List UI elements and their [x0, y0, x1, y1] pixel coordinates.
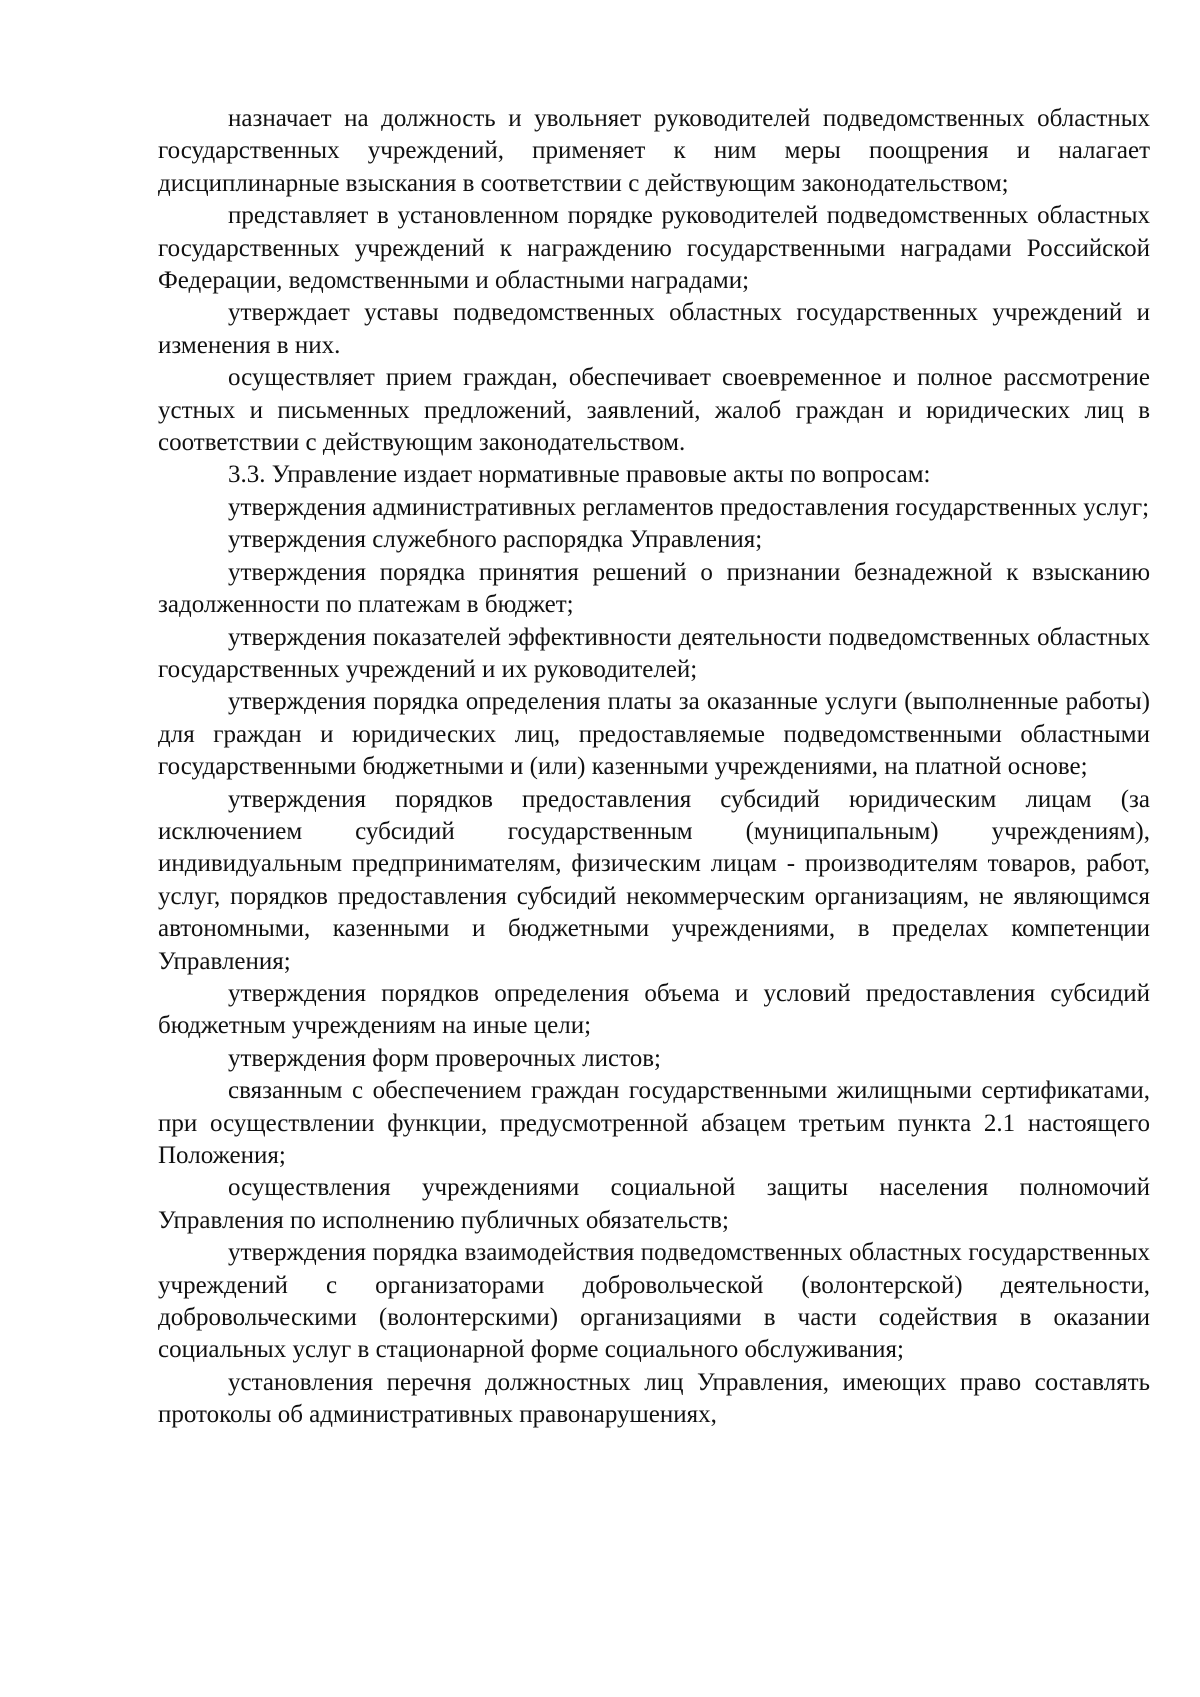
paragraph: установления перечня должностных лиц Управления, имеющих право составлять протоколы об административных правонарушениях, — [158, 1368, 1150, 1429]
paragraph: утверждения административных регламентов предоставления государственных услуг; — [228, 493, 1150, 521]
paragraph: связанным с обеспечением граждан государственными жилищными сертификатами, при осуществлении функции, предусмотренной абзацем третьим пункта 2.1 настоящего Положения; — [158, 1077, 1150, 1169]
paragraph: утверждения показателей эффективности деятельности подведомственных областных государственных учреждений и их руководителей; — [158, 623, 1150, 683]
paragraph: утверждения порядка взаимодействия подведомственных областных государственных учреждений с организаторами добровольческой (волонтерской) деятельности, добровольческими (волонтерскими) организациями в части содействия в оказании социальных услуг в стационарной форме социального обслуживания; — [158, 1239, 1150, 1364]
paragraph: утверждения порядков определения объема и условий предоставления субсидий бюджетным учреждениям на иные цели; — [158, 979, 1150, 1040]
section-heading-3-3: 3.3. Управление издает нормативные правовые акты по вопросам: — [228, 461, 931, 489]
paragraph: представляет в установленном порядке руководителей подведомственных областных государственных учреждений к награждению государственными наградами Российской Федерации, ведомственными и областными наградами; — [158, 202, 1150, 295]
paragraph: осуществления учреждениями социальной защиты населения полномочий Управления по исполнению публичных обязательств; — [158, 1174, 1150, 1234]
paragraph: утверждает уставы подведомственных областных государственных учреждений и изменения в них. — [158, 299, 1150, 359]
paragraph: назначает на должность и увольняет руководителей подведомственных областных государственных учреждений, применяет к ним меры поощрения и налагает дисциплинарные взыскания в соответствии с действующим законодательством; — [158, 105, 1150, 197]
paragraph: утверждения порядков предоставления субсидий юридическим лицам (за исключением субсидий государственным (муниципальным) учреждениям), индивидуальным предпринимателям, физическим лицам - производителям товаров, работ, услуг, порядков предоставления субсидий некоммерческим организациям, не являющимся автономными, казенными и бюджетными учреждениями, в пределах компетенции Управления; — [158, 785, 1150, 975]
paragraph: утверждения порядка принятия решений о признании безнадежной к взысканию задолженности по платежам в бюджет; — [158, 558, 1150, 619]
paragraph: утверждения форм проверочных листов; — [228, 1044, 661, 1072]
document-page — [158, 103, 1150, 1432]
paragraph: утверждения служебного распорядка Управления; — [228, 526, 763, 554]
paragraph: осуществляет прием граждан, обеспечивает своевременное и полное рассмотрение устных и письменных предложений, заявлений, жалоб граждан и юридических лиц в соответствии с действующим законодательством. — [158, 364, 1150, 457]
paragraph: утверждения порядка определения платы за оказанные услуги (выполненные работы) для граждан и юридических лиц, предоставляемые подведомственными областными государственными бюджетными и (или) казенными учреждениями, на платной основе; — [158, 688, 1150, 781]
